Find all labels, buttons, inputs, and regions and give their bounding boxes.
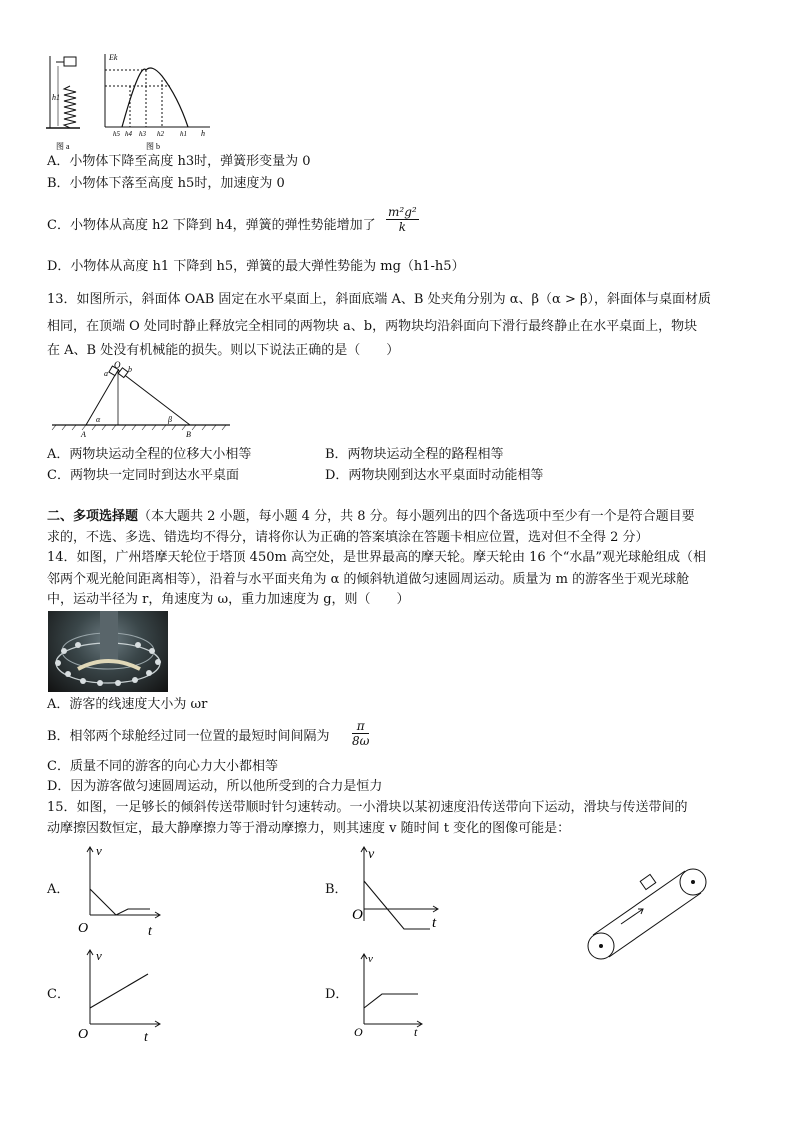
q12-c-fraction xyxy=(386,205,419,234)
y-axis-label: Ek xyxy=(109,53,118,62)
v-label: v xyxy=(368,847,375,862)
conveyor-belt-figure xyxy=(585,860,715,970)
q13-option-a: A．两物块运动全程的位移大小相等 xyxy=(47,447,252,462)
q13-stem-line3: 在 A、B 处没有机械能的损失。则以下说法正确的是（ ） xyxy=(47,343,400,358)
q14-option-d: D．因为游客做匀速圆周运动，所以他所受到的合力是恒力 xyxy=(47,779,383,794)
v-label: v xyxy=(368,953,373,965)
ferris-wheel-photo xyxy=(48,611,168,692)
q15-option-d-label: D． xyxy=(325,987,349,1002)
q13-stem-line1: 13．如图所示，斜面体 OAB 固定在水平桌面上，斜面底端 A、B 处夹角分别为 α、β（α > β），斜面体与桌面材质 xyxy=(47,292,711,307)
h1-label: h1 xyxy=(52,93,60,102)
origin-label: O xyxy=(352,907,363,923)
origin-label: O xyxy=(78,1027,89,1042)
q15-stem-line1: 15．如图，一足够长的倾斜传送带顺时针匀速转动。一小滑块以某初速度沿传送带向下运动，滑块与传送带间的 xyxy=(47,800,688,815)
q14-b-denominator: 8ω xyxy=(352,734,370,748)
q12-option-a: A．小物体下降至高度 h3时，弹簧形变量为 0 xyxy=(47,154,311,169)
q12-option-c: C．小物体从高度 h2 下降到 h4，弹簧的弹性势能增加了 xyxy=(47,218,376,233)
label-beta: β xyxy=(168,415,172,424)
section2-desc1: （本大题共 2 小题，每小题 4 分，共 8 分。每小题列出的四个备选项中至少有一个是符合题目要 xyxy=(138,509,695,524)
q13-stem-line2: 相同，在顶端 O 处同时静止释放完全相同的两物块 a、b，两物块均沿斜面向下滑行最终静止在水平桌面上，物块 xyxy=(47,319,698,334)
fig-b-label: 图 b xyxy=(146,142,160,151)
q14-stem-line2: 邻两个观光舱间距离相等），沿着与水平面夹角为 α 的倾斜轨道做匀速圆周运动。质量为 m 的游客坐于观光球舱 xyxy=(47,572,690,587)
label-alpha: α xyxy=(96,415,101,424)
q14-option-a: A．游客的线速度大小为 ωr xyxy=(47,697,208,712)
x-axis-label: h xyxy=(201,129,205,138)
q15-graph-b xyxy=(352,843,447,938)
incline-figure xyxy=(52,362,232,442)
ek-graph xyxy=(100,52,215,152)
q15-stem-line2: 动摩擦因数恒定，最大静摩擦力等于滑动摩擦力，则其速度 v 随时间 t 变化的图像可能是： xyxy=(47,821,571,836)
t-label: t xyxy=(148,924,152,939)
label-point-b: B xyxy=(186,430,191,439)
q15-option-a-label: A． xyxy=(47,882,70,897)
v-label: v xyxy=(96,948,102,963)
section2-line2: 求的，不选、多选、错选均不得分，请将你认为正确的答案填涂在答题卡相应位置，选对但不全得 2 分） xyxy=(47,530,649,545)
q15-graph-a xyxy=(78,843,168,938)
q13-option-b: B．两物块运动全程的路程相等 xyxy=(325,447,504,462)
t-label: t xyxy=(432,915,437,931)
label-a-block: a xyxy=(104,369,108,378)
label-o: O xyxy=(114,360,121,370)
q13-option-d: D．两物块刚到达水平桌面时动能相等 xyxy=(325,468,544,483)
origin-label: O xyxy=(354,1025,363,1039)
q14-option-c: C．质量不同的游客的向心力大小都相等 xyxy=(47,759,278,774)
q15-graph-c xyxy=(78,946,168,1046)
tick-h1: h1 xyxy=(180,130,187,138)
section2-heading: 二、多项选择题 xyxy=(47,509,139,524)
q13-option-c: C．两物块一定同时到达水平桌面 xyxy=(47,468,239,483)
q14-stem-line1: 14．如图，广州塔摩天轮位于塔顶 450m 高空处，是世界最高的摩天轮。摩天轮由 16 个“水晶”观光球舱组成（相 xyxy=(47,550,707,565)
tick-h2: h2 xyxy=(157,130,164,138)
label-point-a: A xyxy=(81,430,86,439)
tick-h5: h5 xyxy=(113,130,120,138)
q15-option-b-label: B． xyxy=(325,882,348,897)
tick-h4: h4 xyxy=(125,130,132,138)
q14-b-fraction xyxy=(352,719,369,748)
fig-a-label: 图 a xyxy=(56,142,70,151)
q15-option-c-label: C． xyxy=(47,987,70,1002)
q14-option-b: B．相邻两个球舱经过同一位置的最短时间间隔为 xyxy=(47,729,330,744)
v-label: v xyxy=(96,843,102,858)
origin-label: O xyxy=(78,921,89,936)
q12-option-b: B．小物体下落至高度 h5时，加速度为 0 xyxy=(47,176,285,191)
t-label: t xyxy=(144,1030,148,1045)
q14-b-numerator: π xyxy=(352,719,369,734)
q14-stem-line3: 中，运动半径为 r，角速度为 ω，重力加速度为 g，则（ ） xyxy=(47,592,410,607)
q15-graph-d xyxy=(352,950,432,1042)
section2-line1 xyxy=(47,509,695,525)
q12-option-d: D．小物体从高度 h1 下降到 h5，弹簧的最大弹性势能为 mg（h1-h5） xyxy=(47,259,465,274)
spring-figure xyxy=(44,56,84,156)
t-label: t xyxy=(414,1025,418,1039)
tick-h3: h3 xyxy=(139,130,146,138)
q12-c-numerator: m²g² xyxy=(388,205,417,219)
q12-c-denominator: k xyxy=(398,220,406,234)
label-b-block: b xyxy=(128,365,132,374)
